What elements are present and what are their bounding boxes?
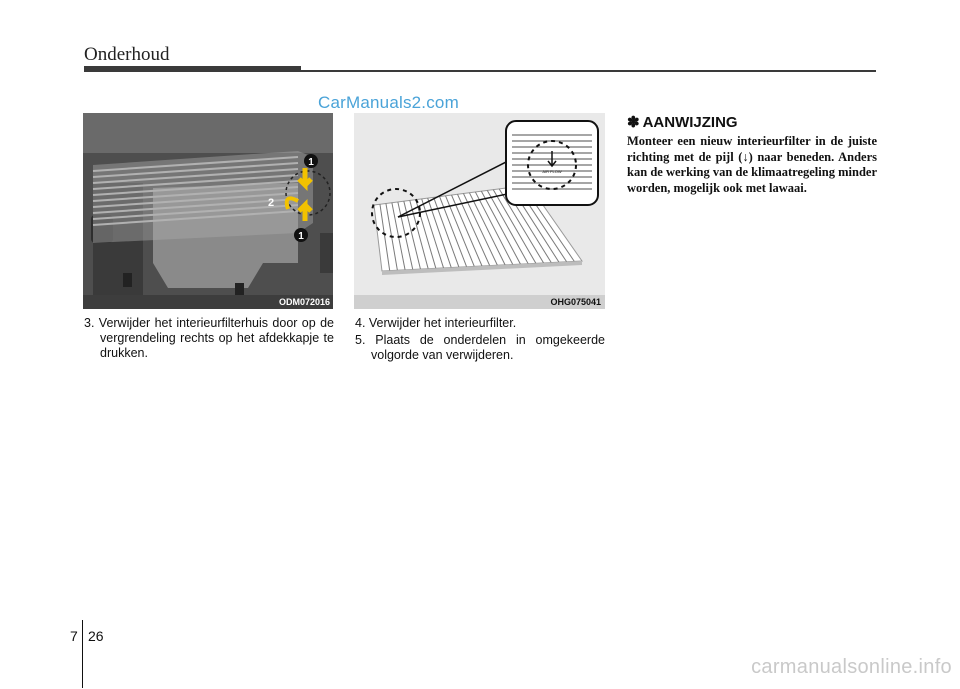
note-star-icon: ✽ <box>627 114 640 131</box>
watermark-bottom-link[interactable]: carmanualsonline.info <box>751 656 952 678</box>
note-body: Monteer een nieuw interieurfilter in de juiste richting met de pijl (↓) naar beneden. Anders kan de werking van de klimaatregeling minder worden, mogelijk ook met lawaai. <box>627 134 877 195</box>
figure-code: ODM072016 <box>278 297 330 307</box>
watermark-link[interactable]: CarManuals2.com <box>318 93 459 112</box>
callout-label: 1 <box>308 157 314 168</box>
steps-middle <box>355 316 605 365</box>
callout-label: 1 <box>298 231 304 242</box>
step-item: 5. Plaats de onderdelen in omgekeerde volgorde van verwijderen. <box>355 333 605 362</box>
footer-page-number: 26 <box>88 628 104 644</box>
callout-label: 2 <box>267 197 275 209</box>
step-item: 4. Verwijder het interieurfilter. <box>355 316 517 330</box>
footer-chapter-number: 7 <box>70 628 78 644</box>
footer-divider <box>82 620 83 688</box>
figure-filter-housing <box>83 113 333 309</box>
note-heading-text: AANWIJZING <box>642 114 738 131</box>
figure-code: OHG075041 <box>550 297 601 307</box>
page-header-title: Onderhoud <box>84 44 170 65</box>
note-box <box>627 113 877 196</box>
header-rule-thick <box>84 66 301 72</box>
cabin-filter-illustration <box>354 113 605 309</box>
header-rule-thin <box>301 70 876 72</box>
filter-housing-illustration <box>83 113 333 309</box>
figure-cabin-filter <box>354 113 605 309</box>
step-item: 3. Verwijder het interieurfilterhuis door op de vergrendeling rechts op het afdekkapje te drukken. <box>84 316 334 360</box>
steps-left <box>84 316 334 363</box>
airflow-label: AIR FLOW <box>542 169 562 174</box>
note-heading <box>627 113 877 131</box>
